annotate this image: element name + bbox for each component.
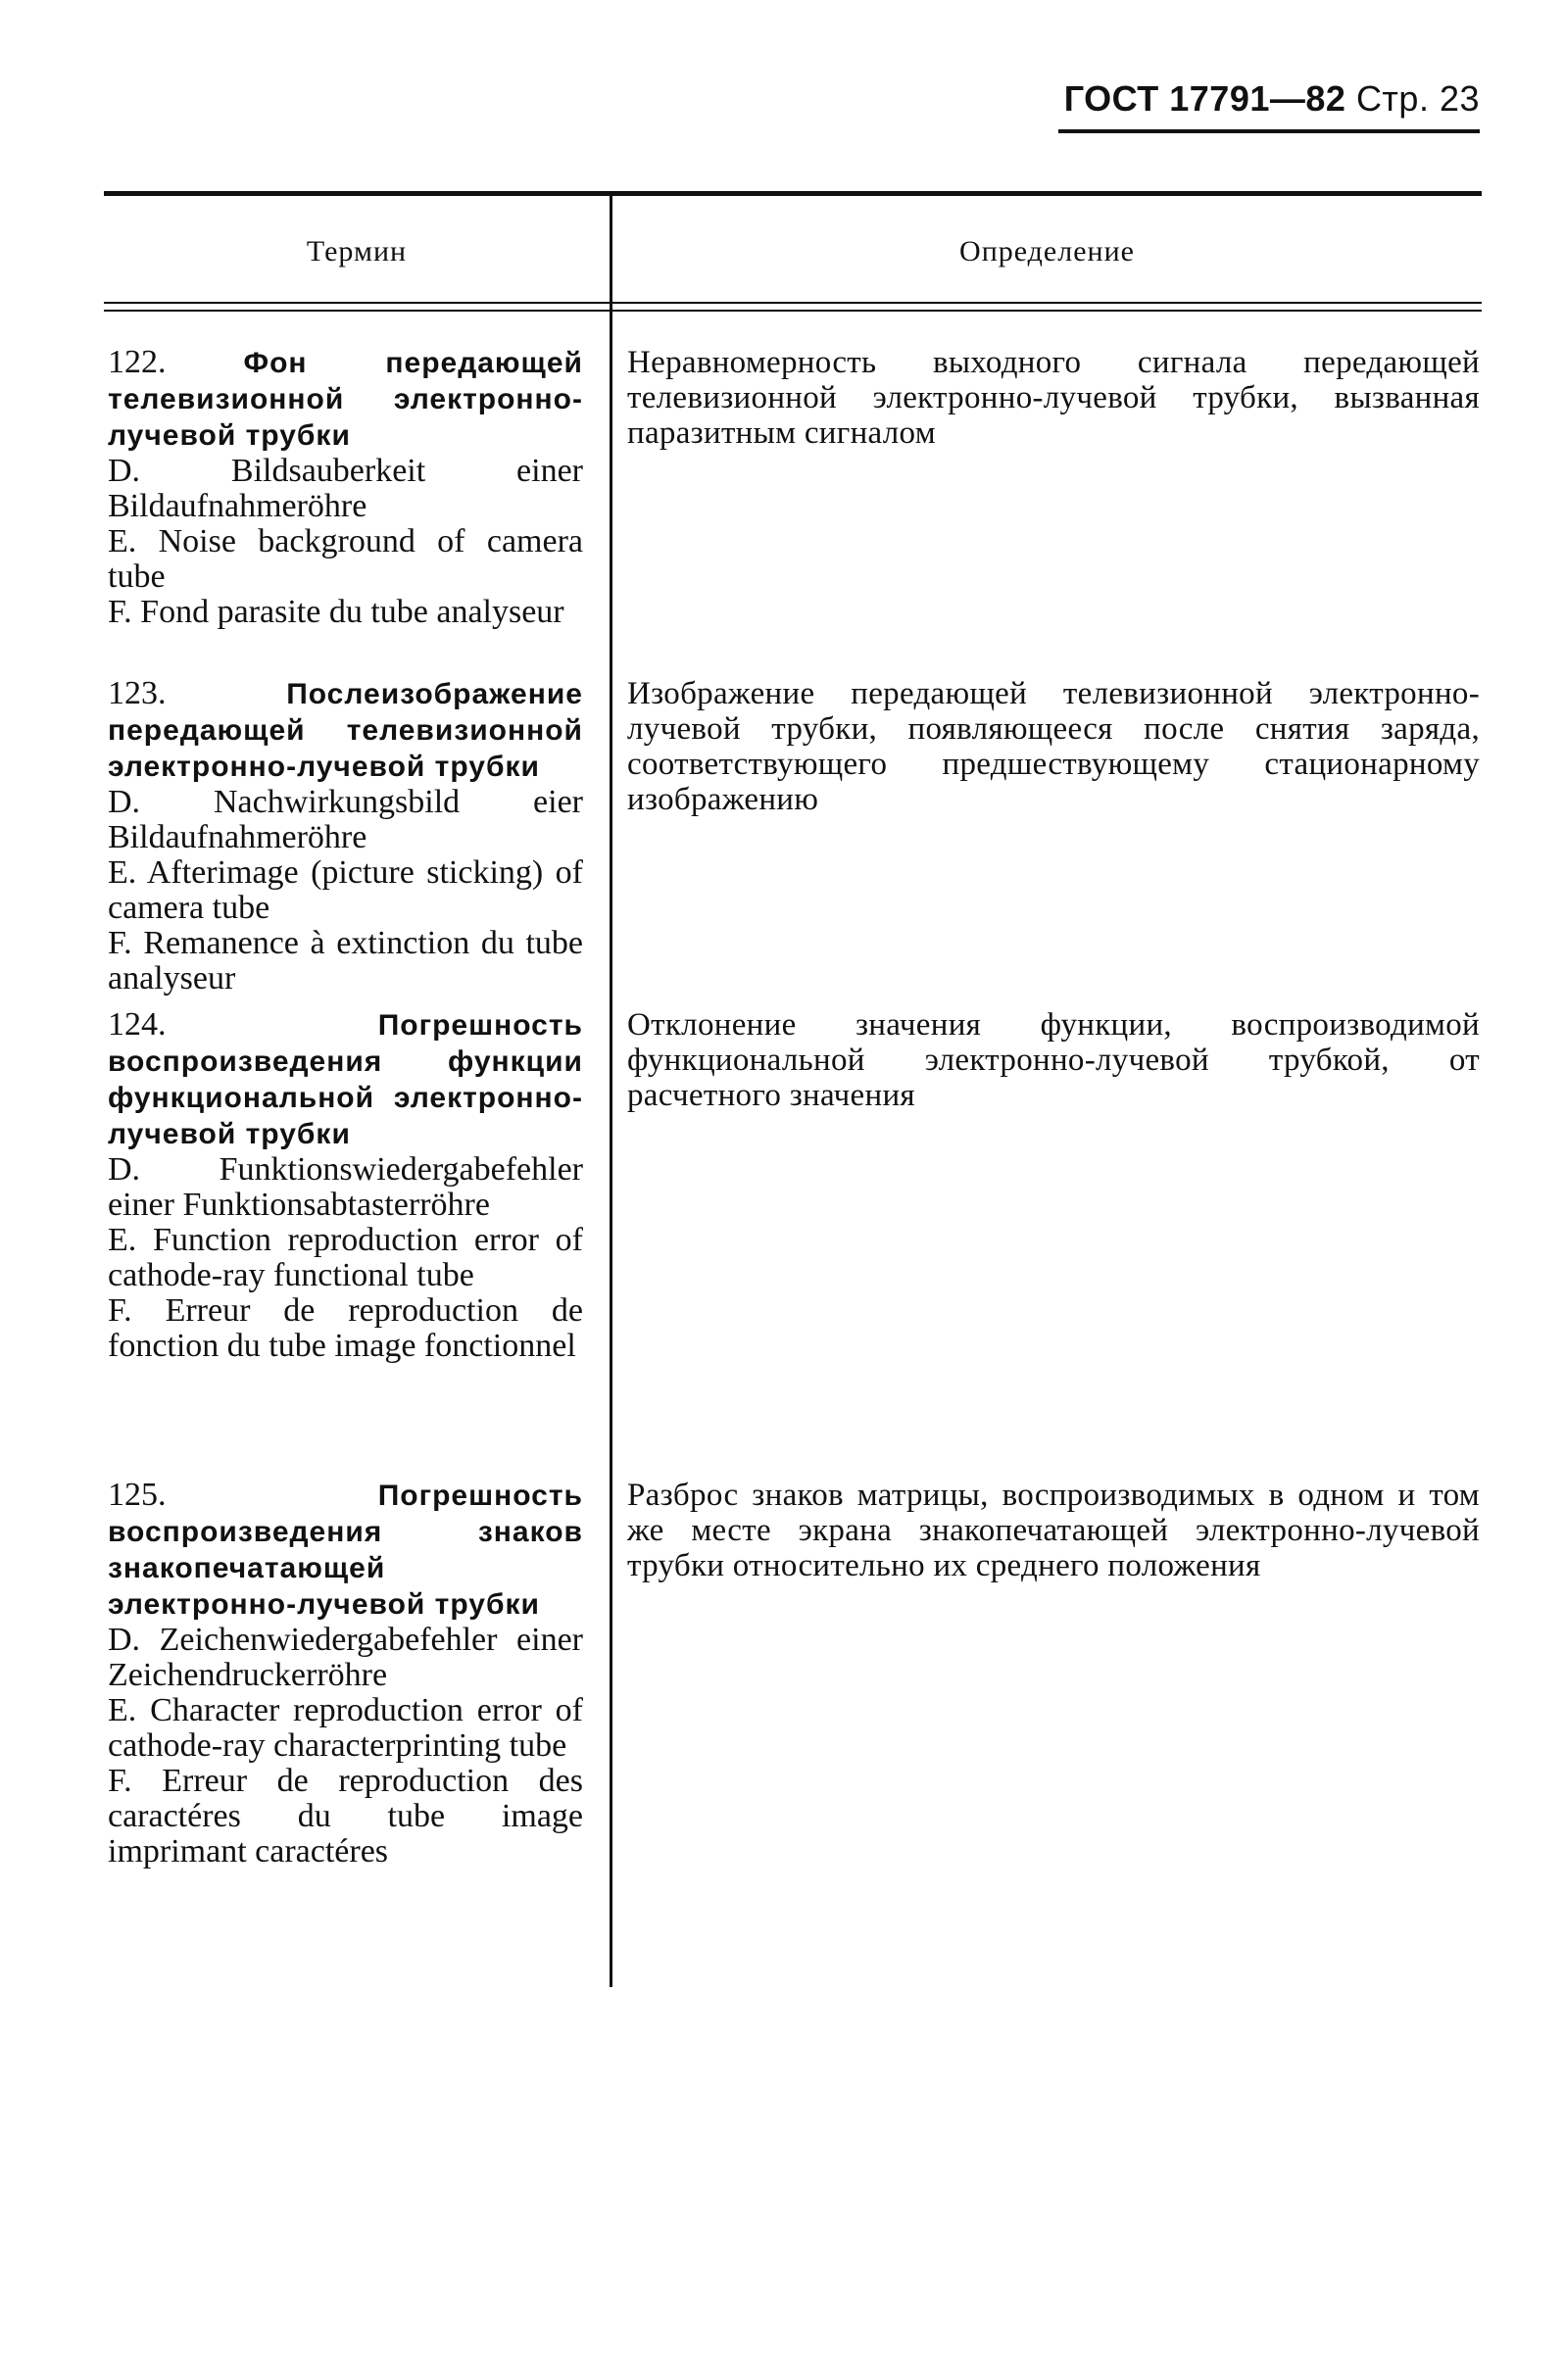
term-french: F. Fond parasite du tube analyseur [108, 594, 564, 630]
term-german: D. Nachwirkungsbild eier Bildaufnahmeröhre [108, 784, 583, 855]
term-russian: Погрешность воспроизведения функции функциональной электронно-лучевой трубки [108, 1009, 583, 1150]
table-head-rule [104, 302, 1482, 304]
term-german: D. Funktionswiedergabefehler einer Funktionsabtasterröhre [108, 1151, 583, 1223]
column-header-definition: Определение [959, 235, 1135, 267]
term-german: D. Bildsauberkeit einer Bildaufnahmeröhre [108, 453, 583, 524]
column-header-term: Термин [306, 235, 408, 267]
definition-text: Изображение передающей телевизионной электронно-лучевой трубки, появляющееся после снятия заряда, соответствующего предшествующему стационарному изображению [627, 676, 1480, 817]
column-divider [610, 196, 612, 1987]
term-number: 122. [108, 344, 167, 380]
term-number: 123. [108, 675, 167, 711]
term-russian: Фон передающей телевизионной электронно-лучевой трубки [108, 347, 583, 452]
term-entry [108, 1007, 583, 1364]
header-underline [1058, 129, 1480, 133]
page-number: Стр. 23 [1355, 78, 1480, 119]
term-french: F. Erreur de reproduction des caractéres du tube image imprimant caractéres [108, 1763, 583, 1870]
term-english: E. Noise background of camera tube [108, 523, 583, 595]
term-french: F. Erreur de reproduction de fonction du tube image fonctionnel [108, 1292, 583, 1364]
definition-text: Разброс знаков матрицы, воспроизводимых в одном и том же месте экрана знакопечатающей электронно-лучевой трубки относительно их среднего положения [627, 1478, 1480, 1583]
term-french: F. Remanence à extinction du tube analyseur [108, 925, 583, 996]
definition-text: Отклонение значения функции, воспроизводимой функциональной электронно-лучевой трубкой, от расчетного значения [627, 1007, 1480, 1113]
page-header [1058, 78, 1480, 120]
term-entry [108, 676, 583, 996]
term-number: 124. [108, 1006, 167, 1043]
term-english: E. Character reproduction error of cathode-ray characterprinting tube [108, 1692, 583, 1764]
term-russian: Послеизображение передающей телевизионной электронно-лучевой трубки [108, 678, 583, 783]
table-head-rule [104, 310, 1482, 312]
table-top-rule [104, 191, 1482, 196]
term-russian: Погрешность воспроизведения знаков знакопечатающей электронно-лучевой трубки [108, 1480, 583, 1621]
term-english: E. Function reproduction error of cathode-ray functional tube [108, 1222, 583, 1293]
standard-number: ГОСТ 17791—82 [1063, 78, 1346, 119]
term-number: 125. [108, 1477, 167, 1513]
term-english: E. Afterimage (picture sticking) of camera tube [108, 854, 583, 926]
definition-text: Неравномерность выходного сигнала передающей телевизионной электронно-лучевой трубки, вызванная паразитным сигналом [627, 345, 1480, 451]
term-german: D. Zeichenwiedergabefehler einer Zeichendruckerröhre [108, 1622, 583, 1693]
term-entry [108, 1478, 583, 1870]
term-entry [108, 345, 583, 630]
